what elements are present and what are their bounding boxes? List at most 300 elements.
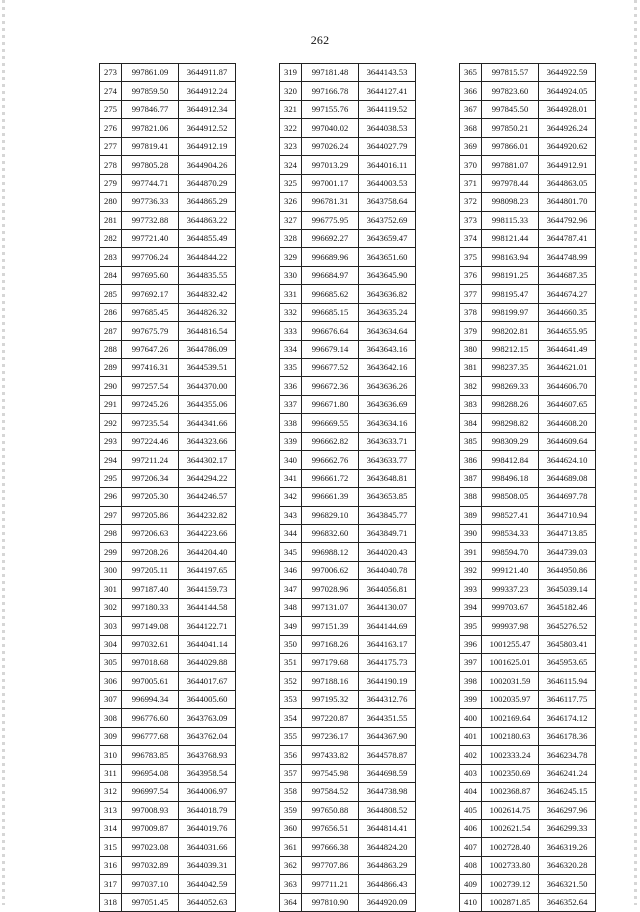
y-coordinate-cell: 3644674.27: [539, 285, 596, 303]
point-number-cell: 389: [460, 506, 482, 524]
table-row: [460, 414, 596, 432]
x-coordinate-cell: 997013.29: [302, 156, 359, 174]
point-number-cell: 279: [100, 174, 122, 192]
point-number-cell: 341: [280, 469, 302, 487]
y-coordinate-cell: 3644018.79: [179, 801, 236, 819]
point-number-cell: 375: [460, 248, 482, 266]
y-coordinate-cell: 3644144.69: [359, 617, 416, 635]
table-row: [280, 266, 416, 284]
y-coordinate-cell: 3644698.59: [359, 764, 416, 782]
point-number-cell: 364: [280, 893, 302, 911]
table-row: [100, 690, 236, 708]
y-coordinate-cell: 3644029.88: [179, 654, 236, 672]
y-coordinate-cell: 3645182.46: [539, 598, 596, 616]
y-coordinate-cell: 3643633.71: [359, 432, 416, 450]
table-row: [280, 451, 416, 469]
table-row: [280, 82, 416, 100]
table-row: [100, 635, 236, 653]
table-row: [100, 893, 236, 911]
y-coordinate-cell: 3644863.22: [179, 211, 236, 229]
x-coordinate-cell: 997051.45: [122, 893, 179, 911]
y-coordinate-cell: 3644294.22: [179, 469, 236, 487]
table-row: [100, 580, 236, 598]
table-row: [460, 598, 596, 616]
y-coordinate-cell: 3644204.40: [179, 543, 236, 561]
y-coordinate-cell: 3644904.26: [179, 156, 236, 174]
x-coordinate-cell: 998309.29: [482, 432, 539, 450]
x-coordinate-cell: 997131.07: [302, 598, 359, 616]
point-number-cell: 402: [460, 746, 482, 764]
x-coordinate-cell: 997815.57: [482, 64, 539, 82]
table-row: [460, 543, 596, 561]
table-row: [280, 856, 416, 874]
table-row: [460, 229, 596, 247]
table-row: [280, 654, 416, 672]
table-row: [460, 506, 596, 524]
point-number-cell: 361: [280, 838, 302, 856]
y-coordinate-cell: 3644624.10: [539, 451, 596, 469]
point-number-cell: 342: [280, 488, 302, 506]
x-coordinate-cell: 997433.82: [302, 746, 359, 764]
x-coordinate-cell: 998121.44: [482, 229, 539, 247]
y-coordinate-cell: 3645803.41: [539, 635, 596, 653]
point-number-cell: 356: [280, 746, 302, 764]
table-row: [280, 838, 416, 856]
table-row: [460, 82, 596, 100]
point-number-cell: 353: [280, 690, 302, 708]
point-number-cell: 357: [280, 764, 302, 782]
y-coordinate-cell: 3643958.54: [179, 764, 236, 782]
point-number-cell: 358: [280, 783, 302, 801]
y-coordinate-cell: 3644578.87: [359, 746, 416, 764]
y-coordinate-cell: 3644855.49: [179, 229, 236, 247]
y-coordinate-cell: 3643636.82: [359, 285, 416, 303]
point-number-cell: 302: [100, 598, 122, 616]
x-coordinate-cell: 998534.33: [482, 524, 539, 542]
y-coordinate-cell: 3645276.52: [539, 617, 596, 635]
table-row: [100, 119, 236, 137]
x-coordinate-cell: 997032.89: [122, 856, 179, 874]
point-number-cell: 384: [460, 414, 482, 432]
point-number-cell: 386: [460, 451, 482, 469]
y-coordinate-cell: 3644367.90: [359, 727, 416, 745]
table-row: [100, 654, 236, 672]
x-coordinate-cell: 996783.85: [122, 746, 179, 764]
point-number-cell: 306: [100, 672, 122, 690]
point-number-cell: 344: [280, 524, 302, 542]
x-coordinate-cell: 998298.82: [482, 414, 539, 432]
table-row: [280, 303, 416, 321]
x-coordinate-cell: 998237.35: [482, 359, 539, 377]
point-number-cell: 273: [100, 64, 122, 82]
point-number-cell: 297: [100, 506, 122, 524]
y-coordinate-cell: 3644866.43: [359, 875, 416, 893]
table-row: [460, 377, 596, 395]
table-row: [280, 359, 416, 377]
x-coordinate-cell: 997647.26: [122, 340, 179, 358]
x-coordinate-cell: 996832.60: [302, 524, 359, 542]
x-coordinate-cell: 997008.93: [122, 801, 179, 819]
x-coordinate-cell: 1002350.69: [482, 764, 539, 782]
table-row: [280, 893, 416, 911]
x-coordinate-cell: 998527.41: [482, 506, 539, 524]
x-coordinate-cell: 997257.54: [122, 377, 179, 395]
table-row: [280, 469, 416, 487]
table-row: [280, 819, 416, 837]
table-row: [280, 783, 416, 801]
x-coordinate-cell: 997692.17: [122, 285, 179, 303]
x-coordinate-cell: 996994.34: [122, 690, 179, 708]
y-coordinate-cell: 3643648.81: [359, 469, 416, 487]
table-row: [280, 617, 416, 635]
x-coordinate-cell: 997666.38: [302, 838, 359, 856]
point-number-cell: 277: [100, 137, 122, 155]
y-coordinate-cell: 3644710.94: [539, 506, 596, 524]
table-row: [280, 506, 416, 524]
x-coordinate-cell: 997810.90: [302, 893, 359, 911]
x-coordinate-cell: 996661.72: [302, 469, 359, 487]
x-coordinate-cell: 998098.23: [482, 193, 539, 211]
point-number-cell: 299: [100, 543, 122, 561]
table-row: [460, 137, 596, 155]
point-number-cell: 351: [280, 654, 302, 672]
x-coordinate-cell: 999337.23: [482, 580, 539, 598]
point-number-cell: 301: [100, 580, 122, 598]
x-coordinate-cell: 996689.96: [302, 248, 359, 266]
point-number-cell: 276: [100, 119, 122, 137]
x-coordinate-cell: 996777.68: [122, 727, 179, 745]
x-coordinate-cell: 997845.50: [482, 100, 539, 118]
point-number-cell: 377: [460, 285, 482, 303]
x-coordinate-cell: 1002614.75: [482, 801, 539, 819]
x-coordinate-cell: 996669.55: [302, 414, 359, 432]
table-row: [100, 783, 236, 801]
x-coordinate-cell: 998594.70: [482, 543, 539, 561]
x-coordinate-cell: 1002739.12: [482, 875, 539, 893]
table-row: [280, 690, 416, 708]
x-coordinate-cell: 997195.32: [302, 690, 359, 708]
y-coordinate-cell: 3644130.07: [359, 598, 416, 616]
y-coordinate-cell: 3643768.93: [179, 746, 236, 764]
point-number-cell: 381: [460, 359, 482, 377]
y-coordinate-cell: 3644341.66: [179, 414, 236, 432]
y-coordinate-cell: 3644041.14: [179, 635, 236, 653]
point-number-cell: 343: [280, 506, 302, 524]
y-coordinate-cell: 3644163.17: [359, 635, 416, 653]
x-coordinate-cell: 1001625.01: [482, 654, 539, 672]
table-row: [100, 340, 236, 358]
point-number-cell: 280: [100, 193, 122, 211]
x-coordinate-cell: 998191.25: [482, 266, 539, 284]
x-coordinate-cell: 996671.80: [302, 395, 359, 413]
x-coordinate-cell: 998115.33: [482, 211, 539, 229]
x-coordinate-cell: 996662.76: [302, 451, 359, 469]
table-row: [100, 432, 236, 450]
x-coordinate-cell: 997859.50: [122, 82, 179, 100]
point-number-cell: 352: [280, 672, 302, 690]
y-coordinate-cell: 3644607.65: [539, 395, 596, 413]
table-row: [100, 100, 236, 118]
point-number-cell: 349: [280, 617, 302, 635]
table-row: [280, 635, 416, 653]
point-number-cell: 365: [460, 64, 482, 82]
point-number-cell: 285: [100, 285, 122, 303]
y-coordinate-cell: 3644863.05: [539, 174, 596, 192]
y-coordinate-cell: 3643659.47: [359, 229, 416, 247]
y-coordinate-cell: 3644950.86: [539, 561, 596, 579]
point-number-cell: 330: [280, 266, 302, 284]
point-number-cell: 315: [100, 838, 122, 856]
point-number-cell: 391: [460, 543, 482, 561]
coordinate-table-3: [459, 63, 596, 912]
x-coordinate-cell: 997675.79: [122, 322, 179, 340]
table-row: [280, 156, 416, 174]
point-number-cell: 348: [280, 598, 302, 616]
point-number-cell: 383: [460, 395, 482, 413]
x-coordinate-cell: 998195.47: [482, 285, 539, 303]
y-coordinate-cell: 3644748.99: [539, 248, 596, 266]
y-coordinate-cell: 3644621.01: [539, 359, 596, 377]
table-row: [460, 801, 596, 819]
table-row: [100, 156, 236, 174]
y-coordinate-cell: 3646117.75: [539, 690, 596, 708]
table-row: [460, 359, 596, 377]
y-coordinate-cell: 3644370.00: [179, 377, 236, 395]
x-coordinate-cell: 998199.97: [482, 303, 539, 321]
point-number-cell: 374: [460, 229, 482, 247]
point-number-cell: 322: [280, 119, 302, 137]
y-coordinate-cell: 3644738.98: [359, 783, 416, 801]
table-row: [280, 432, 416, 450]
table-row: [100, 838, 236, 856]
x-coordinate-cell: 996685.15: [302, 303, 359, 321]
point-number-cell: 317: [100, 875, 122, 893]
x-coordinate-cell: 997023.08: [122, 838, 179, 856]
table-row: [100, 875, 236, 893]
x-coordinate-cell: 998508.05: [482, 488, 539, 506]
table-row: [460, 64, 596, 82]
table-row: [100, 414, 236, 432]
x-coordinate-cell: 1002871.85: [482, 893, 539, 911]
y-coordinate-cell: 3644713.85: [539, 524, 596, 542]
table-row: [460, 469, 596, 487]
point-number-cell: 345: [280, 543, 302, 561]
point-number-cell: 373: [460, 211, 482, 229]
y-coordinate-cell: 3646321.50: [539, 875, 596, 893]
y-coordinate-cell: 3644042.59: [179, 875, 236, 893]
table-row: [100, 561, 236, 579]
table-row: [100, 764, 236, 782]
table-row: [100, 174, 236, 192]
table-row: [100, 709, 236, 727]
y-coordinate-cell: 3646320.28: [539, 856, 596, 874]
point-number-cell: 404: [460, 783, 482, 801]
y-coordinate-cell: 3644912.19: [179, 137, 236, 155]
x-coordinate-cell: 997656.51: [302, 819, 359, 837]
table-row: [100, 395, 236, 413]
scan-edge-left: [2, 0, 5, 905]
y-coordinate-cell: 3644608.20: [539, 414, 596, 432]
y-coordinate-cell: 3644816.54: [179, 322, 236, 340]
x-coordinate-cell: 997881.07: [482, 156, 539, 174]
y-coordinate-cell: 3644609.64: [539, 432, 596, 450]
x-coordinate-cell: 996954.08: [122, 764, 179, 782]
x-coordinate-cell: 996684.97: [302, 266, 359, 284]
point-number-cell: 314: [100, 819, 122, 837]
table-row: [100, 266, 236, 284]
table-row: [460, 635, 596, 653]
x-coordinate-cell: 1002031.59: [482, 672, 539, 690]
y-coordinate-cell: 3644017.67: [179, 672, 236, 690]
x-coordinate-cell: 1002333.24: [482, 746, 539, 764]
point-number-cell: 282: [100, 229, 122, 247]
y-coordinate-cell: 3643849.71: [359, 524, 416, 542]
x-coordinate-cell: 997205.30: [122, 488, 179, 506]
point-number-cell: 340: [280, 451, 302, 469]
table-row: [100, 285, 236, 303]
x-coordinate-cell: 997028.96: [302, 580, 359, 598]
y-coordinate-cell: 3644920.62: [539, 137, 596, 155]
point-number-cell: 291: [100, 395, 122, 413]
table-row: [460, 432, 596, 450]
y-coordinate-cell: 3644912.91: [539, 156, 596, 174]
y-coordinate-cell: 3643635.24: [359, 303, 416, 321]
x-coordinate-cell: 996829.10: [302, 506, 359, 524]
x-coordinate-cell: 997181.48: [302, 64, 359, 82]
point-number-cell: 379: [460, 322, 482, 340]
table-row: [100, 303, 236, 321]
point-number-cell: 405: [460, 801, 482, 819]
point-number-cell: 396: [460, 635, 482, 653]
point-number-cell: 395: [460, 617, 482, 635]
y-coordinate-cell: 3644801.70: [539, 193, 596, 211]
point-number-cell: 410: [460, 893, 482, 911]
table-row: [100, 469, 236, 487]
table-row: [280, 211, 416, 229]
x-coordinate-cell: 997706.24: [122, 248, 179, 266]
y-coordinate-cell: 3644787.41: [539, 229, 596, 247]
y-coordinate-cell: 3646174.12: [539, 709, 596, 727]
point-number-cell: 346: [280, 561, 302, 579]
x-coordinate-cell: 998288.26: [482, 395, 539, 413]
x-coordinate-cell: 998202.81: [482, 322, 539, 340]
table-row: [280, 746, 416, 764]
table-row: [460, 764, 596, 782]
x-coordinate-cell: 997866.01: [482, 137, 539, 155]
y-coordinate-cell: 3643845.77: [359, 506, 416, 524]
y-coordinate-cell: 3644786.09: [179, 340, 236, 358]
table-row: [280, 672, 416, 690]
x-coordinate-cell: 996661.39: [302, 488, 359, 506]
point-number-cell: 371: [460, 174, 482, 192]
table-row: [460, 783, 596, 801]
table-row: [460, 746, 596, 764]
x-coordinate-cell: 997151.39: [302, 617, 359, 635]
x-coordinate-cell: 1001255.47: [482, 635, 539, 653]
point-number-cell: 408: [460, 856, 482, 874]
point-number-cell: 403: [460, 764, 482, 782]
point-number-cell: 305: [100, 654, 122, 672]
x-coordinate-cell: 997026.24: [302, 137, 359, 155]
x-coordinate-cell: 997211.24: [122, 451, 179, 469]
point-number-cell: 310: [100, 746, 122, 764]
y-coordinate-cell: 3643643.16: [359, 340, 416, 358]
table-row: [460, 451, 596, 469]
point-number-cell: 294: [100, 451, 122, 469]
table-row: [460, 100, 596, 118]
x-coordinate-cell: 996776.60: [122, 709, 179, 727]
point-number-cell: 325: [280, 174, 302, 192]
table-row: [460, 893, 596, 911]
table-row: [460, 875, 596, 893]
point-number-cell: 382: [460, 377, 482, 395]
y-coordinate-cell: 3644019.76: [179, 819, 236, 837]
y-coordinate-cell: 3645039.14: [539, 580, 596, 598]
point-number-cell: 380: [460, 340, 482, 358]
x-coordinate-cell: 996781.31: [302, 193, 359, 211]
point-number-cell: 359: [280, 801, 302, 819]
y-coordinate-cell: 3643636.69: [359, 395, 416, 413]
y-coordinate-cell: 3644697.78: [539, 488, 596, 506]
y-coordinate-cell: 3644835.55: [179, 266, 236, 284]
y-coordinate-cell: 3644826.32: [179, 303, 236, 321]
y-coordinate-cell: 3644223.66: [179, 524, 236, 542]
x-coordinate-cell: 998496.18: [482, 469, 539, 487]
table-row: [100, 506, 236, 524]
x-coordinate-cell: 997235.54: [122, 414, 179, 432]
table-row: [460, 654, 596, 672]
point-number-cell: 367: [460, 100, 482, 118]
y-coordinate-cell: 3644006.97: [179, 783, 236, 801]
y-coordinate-cell: 3644832.42: [179, 285, 236, 303]
y-coordinate-cell: 3644824.20: [359, 838, 416, 856]
table-row: [280, 875, 416, 893]
point-number-cell: 394: [460, 598, 482, 616]
table-row: [460, 156, 596, 174]
table-row: [280, 193, 416, 211]
x-coordinate-cell: 996685.62: [302, 285, 359, 303]
y-coordinate-cell: 3643636.26: [359, 377, 416, 395]
x-coordinate-cell: 997245.26: [122, 395, 179, 413]
y-coordinate-cell: 3644039.31: [179, 856, 236, 874]
point-number-cell: 321: [280, 100, 302, 118]
table-row: [280, 340, 416, 358]
point-number-cell: 347: [280, 580, 302, 598]
y-coordinate-cell: 3644539.51: [179, 359, 236, 377]
y-coordinate-cell: 3644016.11: [359, 156, 416, 174]
y-coordinate-cell: 3644808.52: [359, 801, 416, 819]
point-number-cell: 287: [100, 322, 122, 340]
x-coordinate-cell: 997978.44: [482, 174, 539, 192]
table-row: [280, 100, 416, 118]
table-row: [280, 764, 416, 782]
x-coordinate-cell: 998163.94: [482, 248, 539, 266]
y-coordinate-cell: 3643763.09: [179, 709, 236, 727]
y-coordinate-cell: 3643634.64: [359, 322, 416, 340]
x-coordinate-cell: 997018.68: [122, 654, 179, 672]
table-row: [280, 561, 416, 579]
x-coordinate-cell: 996676.64: [302, 322, 359, 340]
table-row: [100, 543, 236, 561]
table-row: [280, 727, 416, 745]
table-row: [100, 524, 236, 542]
y-coordinate-cell: 3644844.22: [179, 248, 236, 266]
y-coordinate-cell: 3643633.77: [359, 451, 416, 469]
point-number-cell: 363: [280, 875, 302, 893]
x-coordinate-cell: 997009.87: [122, 819, 179, 837]
point-number-cell: 309: [100, 727, 122, 745]
y-coordinate-cell: 3644655.95: [539, 322, 596, 340]
